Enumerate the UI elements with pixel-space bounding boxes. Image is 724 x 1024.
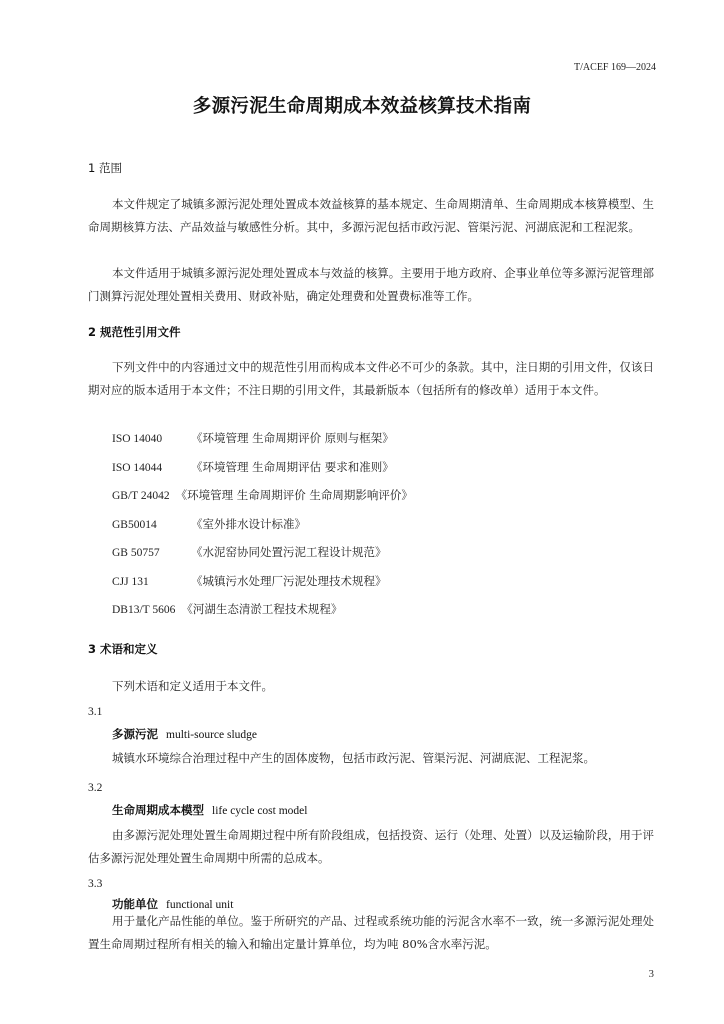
term-number: 3.1 bbox=[88, 706, 103, 718]
reference-item bbox=[112, 430, 394, 446]
reference-title: 《室外排水设计标准》 bbox=[191, 517, 306, 531]
term-name-zh: 功能单位 bbox=[112, 897, 158, 911]
reference-item bbox=[112, 459, 394, 475]
reference-title: 《水泥窑协同处置污泥工程设计规范》 bbox=[191, 545, 387, 559]
reference-code: GB 50757 bbox=[112, 547, 160, 559]
term-definition: 用于量化产品性能的单位。鉴于所研究的产品、过程或系统功能的污泥含水率不一致，统一多源污泥处理处置生命周期过程所有相关的输入和输出定量计算单位，均为吨 80%含水率污泥。 bbox=[88, 914, 654, 951]
term-definition: 城镇水环境综合治理过程中产生的固体废物，包括市政污泥、管渠污泥、河湖底泥、工程泥浆。 bbox=[112, 751, 595, 765]
reference-item bbox=[112, 516, 306, 532]
section-2-heading: 2 规范性引用文件 bbox=[88, 325, 181, 339]
reference-title: 《环境管理 生命周期评价 原则与框架》 bbox=[191, 431, 394, 445]
term-name bbox=[112, 802, 307, 818]
reference-title: 《城镇污水处理厂污泥处理技术规程》 bbox=[191, 574, 387, 588]
reference-code: GB/T 24042 bbox=[112, 490, 170, 502]
term-name-en: life cycle cost model bbox=[212, 805, 308, 817]
term-number: 3.2 bbox=[88, 782, 103, 794]
term-number: 3.3 bbox=[88, 878, 103, 890]
term-name-zh: 多源污泥 bbox=[112, 727, 158, 741]
section-1-paragraph-2: 本文件适用于城镇多源污泥处理处置成本与效益的核算。主要用于地方政府、企事业单位等多源污泥管理部门测算污泥处理处置相关费用、财政补贴，确定处理费和处置费标准等工作。 bbox=[88, 266, 654, 303]
reference-item bbox=[112, 544, 387, 560]
reference-code: CJJ 131 bbox=[112, 576, 149, 588]
document-title: 多源污泥生命周期成本效益核算技术指南 bbox=[192, 96, 532, 117]
reference-code: GB50014 bbox=[112, 519, 157, 531]
term-definition: 由多源污泥处理处置生命周期过程中所有阶段组成，包括投资、运行（处理、处置）以及运输阶段，用于评估多源污泥处理处置生命周期中所需的总成本。 bbox=[88, 828, 654, 865]
reference-item bbox=[112, 487, 413, 503]
reference-item bbox=[112, 573, 387, 589]
page-number: 3 bbox=[648, 968, 654, 980]
reference-code: ISO 14044 bbox=[112, 462, 163, 474]
reference-title: 《河湖生态清淤工程技术规程》 bbox=[181, 602, 343, 616]
term-name-en: multi-source sludge bbox=[166, 729, 258, 741]
reference-item bbox=[112, 601, 342, 617]
term-name bbox=[112, 726, 257, 742]
section-1-heading: 1 范围 bbox=[88, 161, 122, 175]
term-name-en: functional unit bbox=[166, 899, 234, 911]
reference-code: DB13/T 5606 bbox=[112, 604, 176, 616]
term-name-zh: 生命周期成本模型 bbox=[112, 803, 204, 817]
section-3-intro: 下列术语和定义适用于本文件。 bbox=[112, 679, 273, 693]
section-1-paragraph-1: 本文件规定了城镇多源污泥处理处置成本效益核算的基本规定、生命周期清单、生命周期成本核算模型、生命周期核算方法、产品效益与敏感性分析。其中，多源污泥包括市政污泥、管渠污泥、河湖底泥和工程泥浆。 bbox=[88, 197, 654, 234]
standard-code: T/ACEF 169—2024 bbox=[574, 62, 656, 73]
section-3-heading: 3 术语和定义 bbox=[88, 642, 158, 656]
section-2-paragraph-1: 下列文件中的内容通过文中的规范性引用而构成本文件必不可少的条款。其中，注日期的引用文件，仅该日期对应的版本适用于本文件；不注日期的引用文件，其最新版本（包括所有的修改单）适用于本文件。 bbox=[88, 360, 654, 397]
reference-title: 《环境管理 生命周期评估 要求和准则》 bbox=[191, 460, 394, 474]
reference-title: 《环境管理 生命周期评价 生命周期影响评价》 bbox=[175, 488, 413, 502]
reference-code: ISO 14040 bbox=[112, 433, 163, 445]
